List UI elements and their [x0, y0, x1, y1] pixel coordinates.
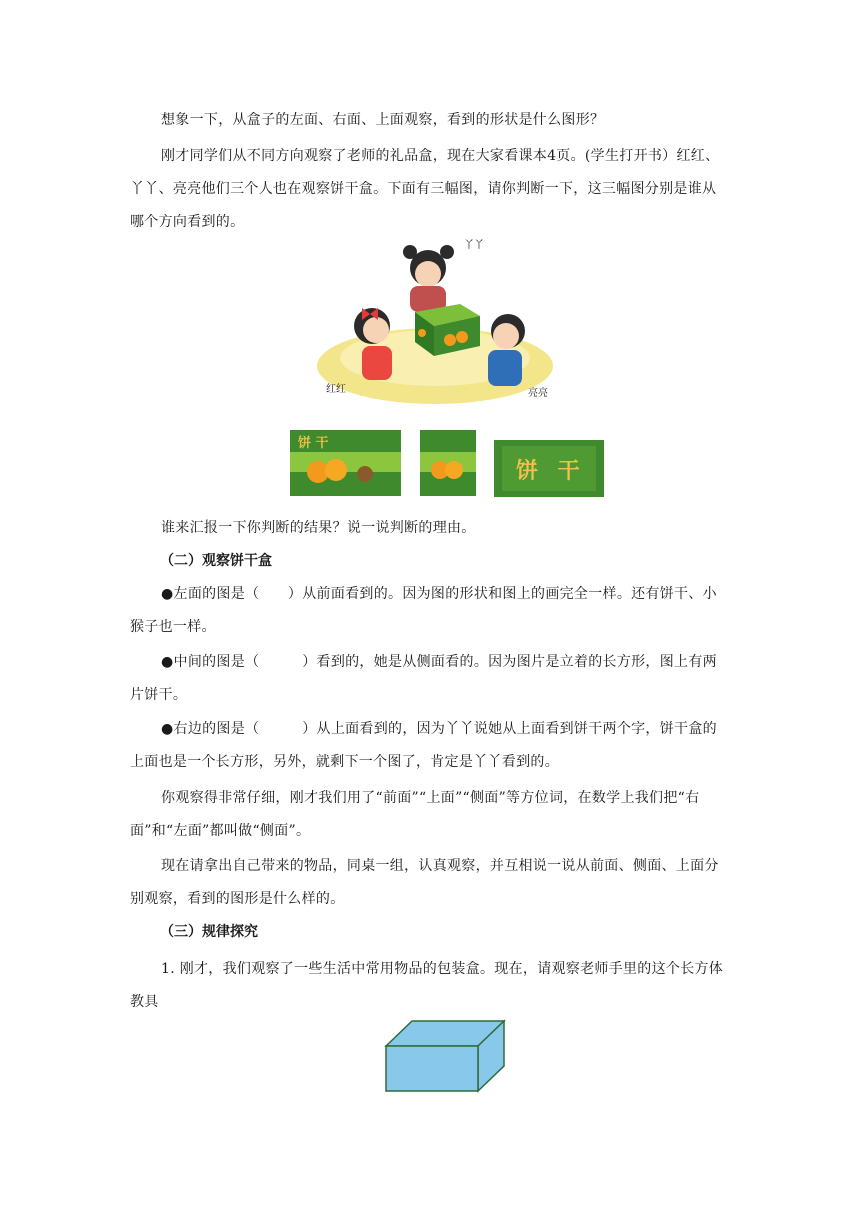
- heading-pattern-exploration: （三）规律探究: [160, 924, 258, 940]
- front-panel-text: 饼 干: [298, 436, 329, 451]
- children-observing-scene: [310, 238, 560, 408]
- paragraph-side-definition: 你观察得非常仔细，刚才我们用了“前面”“上面”“侧面”等方位词，在数学上我们把“右面”和“左面”都叫做“侧面”。: [130, 790, 700, 839]
- heading-observe-box: （二）观察饼干盒: [160, 553, 272, 569]
- paragraph-report: 谁来汇报一下你判断的结果？说一说判断的理由。: [161, 520, 476, 536]
- label-liangliang: 亮亮: [528, 388, 548, 399]
- cuboid-figure: [384, 1018, 508, 1094]
- view-panel-top: [494, 440, 604, 497]
- top-panel-text: 饼 干: [516, 459, 586, 484]
- view-panel-front: [290, 430, 401, 496]
- label-honghong: 红红: [326, 384, 346, 395]
- view-panel-side: [420, 430, 476, 496]
- cuboid-front-face: [386, 1046, 478, 1091]
- paragraph-imagine: 想象一下，从盒子的左面、右面、上面观察，看到的形状是什么图形？: [161, 112, 605, 128]
- paragraph-pair-activity: 现在请拿出自己带来的物品，同桌一组，认真观察，并互相说一说从前面、侧面、上面分别观察，看到的图形是什么样的。: [130, 858, 719, 907]
- paragraph-right-image: ●右边的图是（ ）从上面看到的，因为丫丫说她从上面看到饼干两个字，饼干盒的上面也是一个长方形，另外，就剩下一个图了，肯定是丫丫看到的。: [130, 721, 717, 770]
- paragraph-cuboid-intro: 1. 刚才，我们观察了一些生活中常用物品的包装盒。现在，请观察老师手里的这个长方体教具: [130, 961, 724, 1010]
- label-yaya: 丫丫: [464, 240, 484, 251]
- paragraph-middle-image: ●中间的图是（ ）看到的，她是从侧面看的。因为图片是立着的长方形，图上有两片饼干。: [130, 654, 717, 703]
- children-observing-illustration: [310, 238, 560, 408]
- paragraph-textbook-intro: 刚才同学们从不同方向观察了老师的礼品盒，现在大家看课本4页。(学生打开书）红红、丫丫、亮亮他们三个人也在观察饼干盒。下面有三幅图，请你判断一下，这三幅图分别是谁从哪个方向看到的。: [130, 148, 720, 230]
- paragraph-left-image: ●左面的图是（ ）从前面看到的。因为图的形状和图上的画完全一样。还有饼干、小猴子也一样。: [130, 586, 717, 635]
